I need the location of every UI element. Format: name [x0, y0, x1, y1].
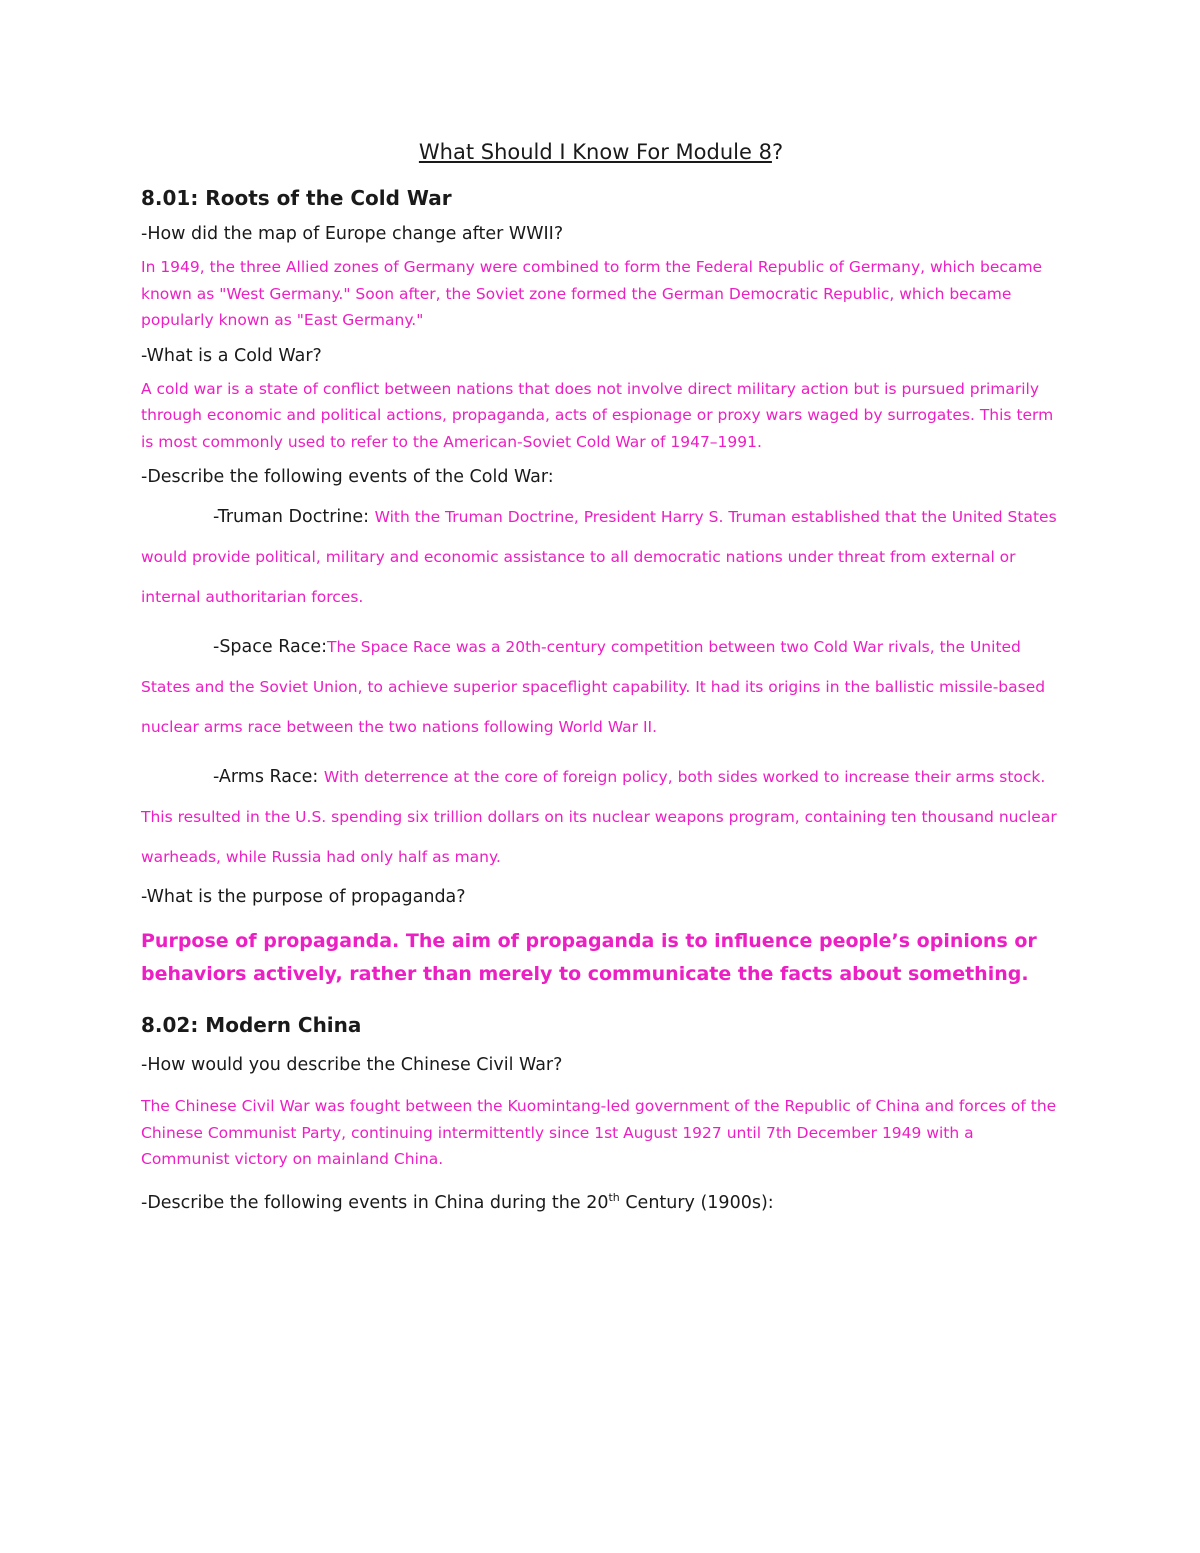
- question-cold-war-events: -Describe the following events of the Cold War:: [141, 467, 554, 487]
- section-heading-8-02: 8.02: Modern China: [141, 1013, 362, 1037]
- question-propaganda: -What is the purpose of propaganda?: [141, 887, 466, 907]
- event-label: -Space Race:: [213, 637, 327, 657]
- page-title-suffix: ?: [771, 140, 784, 164]
- superscript-th: th: [608, 1190, 620, 1204]
- answer-propaganda: Purpose of propaganda. The aim of propaganda is to influence people’s opinions or behaviors actively, rather than merely to communicate the facts about something.: [141, 930, 1037, 985]
- answer-europe-map: In 1949, the three Allied zones of Germany were combined to form the Federal Republic of Germany, which became known as "West Germany." Soon after, the Soviet zone formed the German Democratic Republic, which became popularly known as "East Germany.": [141, 258, 1043, 329]
- question-europe-map: -How did the map of Europe change after WWII?: [141, 224, 564, 244]
- section-heading-8-01: 8.01: Roots of the Cold War: [141, 186, 452, 210]
- question-chinese-civil-war: -How would you describe the Chinese Civil War?: [141, 1055, 563, 1075]
- event-text: With the Truman Doctrine, President Harry S. Truman established that the United States would provide political, military and economic assistance to all democratic nations under threat from external or internal authoritarian forces.: [141, 508, 1057, 606]
- question-china-events: [141, 1191, 1061, 1213]
- page-title: [141, 140, 1061, 164]
- event-arms-race: [141, 757, 1061, 877]
- page-title-text: What Should I Know For Module 8: [418, 140, 772, 164]
- event-truman-doctrine: [141, 497, 1061, 617]
- event-text: The Space Race was a 20th-century competition between two Cold War rivals, the United States and the Soviet Union, to achieve superior spaceflight capability. It had its origins in the ballistic missile-based nuclear arms race between the two nations following World War II.: [141, 638, 1046, 736]
- question-cold-war: -What is a Cold War?: [141, 345, 322, 366]
- question-china-events-text: -Describe the following events in China during the 20: [141, 1192, 609, 1213]
- event-label: -Arms Race:: [213, 767, 324, 787]
- document-page: [141, 140, 1061, 1222]
- event-space-race: [141, 627, 1061, 747]
- answer-chinese-civil-war: The Chinese Civil War was fought between the Kuomintang-led government of the Republic of China and forces of the Chinese Communist Party, continuing intermittently since 1st August 1927 until 7th December 1949 with a Communist victory on mainland China.: [141, 1097, 1057, 1168]
- event-label: -Truman Doctrine:: [213, 507, 375, 527]
- answer-cold-war: A cold war is a state of conflict between nations that does not involve direct military action but is pursued primarily through economic and political actions, propaganda, acts of espionage or proxy wars waged by surrogates. This term is most commonly used to refer to the American-Soviet Cold War of 1947–1991.: [141, 379, 1054, 451]
- question-china-events-tail: Century (1900s):: [619, 1192, 774, 1213]
- event-text: With deterrence at the core of foreign policy, both sides worked to increase their arms stock. This resulted in the U.S. spending six trillion dollars on its nuclear weapons program, containing ten thousand nuclear warheads, while Russia had only half as many.: [141, 768, 1057, 866]
